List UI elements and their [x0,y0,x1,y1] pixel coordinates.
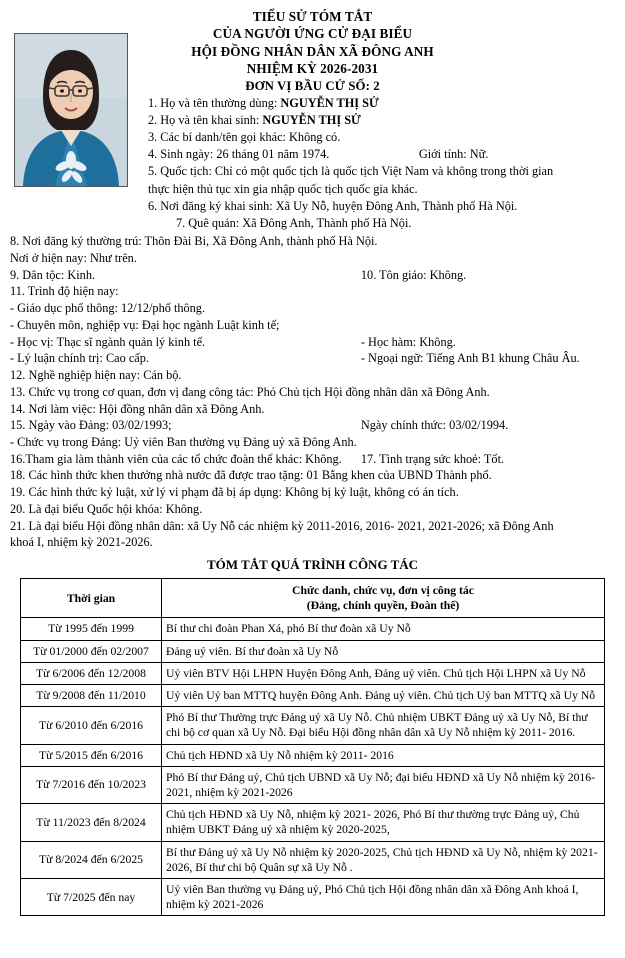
candidate-portrait [14,33,128,187]
line-16-organizations: 16.Tham gia làm thành viên của các tổ chức đoàn thể khác: Không. [10,451,342,466]
work-history-table [20,578,605,916]
intro-row-name-used [148,95,615,112]
line-16-17-orgs-health [10,451,615,468]
table-row [21,685,605,707]
line-11c-academic-title: - Học hàm: Không. [360,334,456,349]
line-11d-political-theory: - Lý luận chính trị: Cao cấp. [10,351,149,366]
table-header-description-line1: Chức danh, chức vụ, đơn vị công tác [292,583,474,597]
line-9-10-ethnicity-religion [10,267,615,284]
table-row [21,707,605,744]
row-description: Phó Bí thư Đảng uỷ, Chủ tịch UBND xã Uy Nỗ; đại biểu HĐND xã Uy Nỗ nhiệm kỳ 2016-2021, nhiệm kỳ 2021-2026 [162,766,605,803]
line-10-religion: 10. Tôn giáo: Không. [360,267,467,282]
line-21a-people-council: 21. Là đại biểu Hội đồng nhân dân: xã Uy Nỗ các nhiệm kỳ 2011-2016, 2016- 2021, 2021-2026; xã Đông Anh [10,518,554,533]
line-15-party-join-date: 15. Ngày vào Đảng: 03/02/1993; [10,418,172,433]
row-description: Bí thư chi đoàn Phan Xá, phó Bí thư đoàn xã Uy Nỗ [162,618,605,640]
row-description: Uỷ viên Uỷ ban MTTQ huyện Đông Anh. Đảng uỷ viên. Chủ tịch Uỷ ban MTTQ xã Uy Nỗ [162,685,605,707]
row-time: Từ 7/2016 đến 10/2023 [21,766,162,803]
table-head [21,578,605,617]
line-11a-general-education: - Giáo dục phổ thông: 12/12/phổ thông. [10,301,206,316]
table-row [21,766,605,803]
intro-label-2: 2. Họ và tên khai sinh: [148,112,260,127]
row-description: Đảng uỷ viên. Bí thư đoàn xã Uy Nỗ [162,640,605,662]
table-row [21,618,605,640]
table-header-description-line2: (Đảng, chính quyền, Đoàn thể) [306,599,460,613]
row-time: Từ 1995 đến 1999 [21,618,162,640]
line-12-occupation: 12. Nghề nghiệp hiện nay: Cán bộ. [10,368,182,383]
intro-gender: Giới tính: Nữ. [418,147,489,162]
line-8-permanent-residence: 8. Nơi đăng ký thường trú: Thôn Đài Bi, Xã Đông Anh, thành phố Hà Nội. [10,234,378,249]
row-description: Chủ tịch HĐND xã Uy Nỗ nhiệm kỳ 2011- 2016 [162,744,605,766]
row-time: Từ 9/2008 đến 11/2010 [21,685,162,707]
row-description: Chủ tịch HĐND xã Uy Nỗ, nhiệm kỳ 2021- 2026, Phó Bí thư thường trực Đảng uỷ, Chủ nhiệm UBKT Đảng uỷ xã nhiệm kỳ 2020-2025, [162,804,605,841]
intro-row-alias: 3. Các bí danh/tên gọi khác: Không có. [148,130,341,145]
line-15-party-official-date: Ngày chính thức: 03/02/1994. [360,418,509,433]
line-15-party-join [10,417,615,434]
line-11-education-heading: 11. Trình độ hiện nay: [10,284,119,299]
row-time: Từ 6/2010 đến 6/2016 [21,707,162,744]
intro-row-birthdate [148,146,615,163]
table-header-description [162,578,605,617]
line-11b-professional: - Chuyên môn, nghiệp vụ: Đại học ngành Luật kinh tế; [10,317,280,332]
intro-row-birth-registration: 6. Nơi đăng ký khai sinh: Xã Uy Nỗ, huyện Đông Anh, Thành phố Hà Nội. [148,198,518,213]
table-row [21,804,605,841]
photo-and-intro-area [0,21,625,233]
intro-row-nationality-b: thực hiện thủ tục xin gia nhập quốc tịch quốc gia khác. [148,181,418,196]
line-19-discipline: 19. Các hình thức kỷ luật, xử lý vi phạm đã bị áp dụng: Không bị kỷ luật, không có án tích. [10,485,459,500]
header-line-3: HỘI ĐỒNG NHÂN DÂN XÃ ĐÔNG ANH [191,43,434,59]
intro-block [140,21,625,233]
line-11d-foreign-language: - Ngoại ngữ: Tiếng Anh B1 khung Châu Âu. [360,351,580,366]
line-11c-degree [10,334,615,351]
portrait-illustration [15,34,127,186]
row-time: Từ 7/2025 đến nay [21,879,162,916]
row-description: Phó Bí thư Thường trực Đảng uỷ xã Uy Nỗ. Chủ nhiệm UBKT Đảng uỷ xã Uy Nỗ, Bí thư chi bộ cơ quan xã Uy Nỗ. Đại biểu Hội đồng nhân dân xã Uy Nỗ nhiệm kỳ 2011- 2016. [162,707,605,744]
intro-row-nationality-a: 5. Quốc tịch: Chỉ có một quốc tịch là quốc tịch Việt Nam và không trong thời gian [148,164,554,179]
table-row [21,744,605,766]
biography-body [0,233,625,551]
line-8b-current-residence: Nơi ở hiện nay: Như trên. [10,251,137,266]
intro-row-hometown [148,215,615,232]
row-time: Từ 01/2000 đến 02/2007 [21,640,162,662]
table-header-row [21,578,605,617]
line-20-national-assembly: 20. Là đại biểu Quốc hội khóa: Không. [10,501,203,516]
line-17-health: 17. Tình trạng sức khoẻ: Tốt. [360,451,505,466]
row-time: Từ 11/2023 đến 8/2024 [21,804,162,841]
intro-row-birth-name [148,112,615,129]
table-body [21,618,605,916]
intro-value-1: NGUYỄN THỊ SỬ [280,95,379,110]
line-11c-academic-degree: - Học vị: Thạc sĩ ngành quản lý kinh tế. [10,334,206,349]
header-line-2: CỦA NGƯỜI ỨNG CỬ ĐẠI BIỂU [212,26,413,42]
line-18-awards: 18. Các hình thức khen thưởng nhà nước đã được trao tặng: 01 Bằng khen của UBND Thành phố. [10,468,492,483]
line-9-ethnicity: 9. Dân tộc: Kinh. [10,267,96,282]
header-line-4: NHIỆM KỲ 2026-2031 [246,61,379,77]
row-time: Từ 5/2015 đến 6/2016 [21,744,162,766]
intro-value-2: NGUYỄN THỊ SỬ [262,112,361,127]
table-row [21,879,605,916]
line-14-workplace: 14. Nơi làm việc: Hội đồng nhân dân xã Đông Anh. [10,401,265,416]
line-21b-people-council-cont: khoá I, nhiệm kỳ 2021-2026. [10,535,153,550]
intro-label-1: 1. Họ và tên thường dùng: [148,95,278,110]
line-15b-party-position: - Chức vụ trong Đảng: Uỷ viên Ban thường vụ Đảng uỷ xã Đông Anh. [10,434,357,449]
line-11d-politics [10,350,615,367]
header-line-1: TIỂU SỬ TÓM TẮT [252,9,373,24]
line-13-position: 13. Chức vụ trong cơ quan, đơn vị đang công tác: Phó Chủ tịch Hội đồng nhân dân xã Đông Anh. [10,384,490,399]
row-description: Uỷ viên BTV Hội LHPN Huyện Đông Anh, Đảng uỷ viên. Chủ tịch Hội LHPN xã Uy Nỗ [162,662,605,684]
intro-birthdate: 4. Sinh ngày: 26 tháng 01 năm 1974. [148,147,330,162]
photo-container [0,21,140,187]
work-history-title: TÓM TẮT QUÁ TRÌNH CÔNG TÁC [206,556,419,572]
row-time: Từ 6/2006 đến 12/2008 [21,662,162,684]
table-row [21,662,605,684]
header-electoral-unit: ĐƠN VỊ BẦU CỬ SỐ: 2 [245,78,380,93]
table-row [21,640,605,662]
intro-hometown-text: 7. Quê quán: Xã Đông Anh, Thành phố Hà Nội. [176,216,412,231]
table-row [21,841,605,878]
row-description: Uỷ viên Ban thường vụ Đảng uỷ, Phó Chủ tịch Hội đồng nhân dân xã Đông Anh khoá I, nhiệm kỳ 2021-2026 [162,879,605,916]
table-header-time: Thời gian [21,578,162,617]
row-time: Từ 8/2024 đến 6/2025 [21,841,162,878]
row-description: Bí thư Đảng uỷ xã Uy Nỗ nhiệm kỳ 2020-2025, Chủ tịch HĐND xã Uy Nỗ, nhiệm kỳ 2021- 2026, Bí thư chi bộ Quân sự xã Uy Nỗ . [162,841,605,878]
